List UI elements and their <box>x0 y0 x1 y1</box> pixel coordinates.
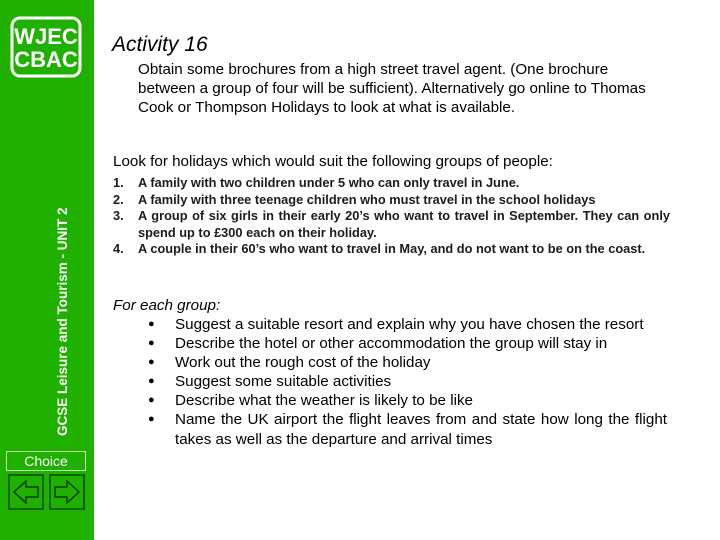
svg-text:WJEC: WJEC <box>14 24 78 49</box>
list-item <box>113 241 670 258</box>
list-text: A couple in their 60’s who want to travel in May, and do not want to be on the coast. <box>138 241 646 257</box>
list-text: Name the UK airport the flight leaves from and state how long the flight takes as well as the departure and arrival times <box>175 411 667 448</box>
groups-lead-text: Look for holidays which would suit the following groups of people: <box>113 153 553 170</box>
list-item <box>113 175 670 192</box>
next-button[interactable] <box>49 474 85 510</box>
list-text: Suggest some suitable activities <box>175 373 392 391</box>
list-item <box>113 208 670 241</box>
list-item <box>145 315 667 334</box>
for-each-group-heading: For each group: <box>113 297 221 314</box>
list-text: Describe the hotel or other accommodation the group will stay in <box>175 335 608 353</box>
unit-title-vertical: GCSE Leisure and Tourism - UNIT 2 <box>55 207 70 436</box>
list-number: 1. <box>113 175 124 190</box>
wjec-cbac-logo <box>10 16 82 78</box>
list-text: Work out the rough cost of the holiday <box>175 354 431 372</box>
list-item <box>145 334 667 353</box>
bullet-icon: ● <box>148 413 155 426</box>
previous-button[interactable] <box>8 474 44 510</box>
choice-button[interactable]: Choice <box>6 451 86 471</box>
list-item <box>145 391 667 410</box>
arrow-left-icon <box>10 476 42 508</box>
tasks-list <box>145 315 667 449</box>
bullet-icon: ● <box>148 356 155 369</box>
list-item <box>145 372 667 391</box>
list-text: A group of six girls in their early 20’s who want to travel in September. They can only spend up to £300 each on their holiday. <box>138 208 670 240</box>
groups-list <box>113 175 670 258</box>
svg-text:CBAC: CBAC <box>14 47 78 72</box>
list-item <box>145 353 667 372</box>
list-text: Describe what the weather is likely to be like <box>175 392 473 410</box>
sidebar <box>0 0 94 540</box>
bullet-icon: ● <box>148 318 155 330</box>
list-number: 2. <box>113 191 124 207</box>
list-text: Suggest a suitable resort and explain why you have chosen the resort <box>175 316 644 333</box>
list-text: A family with two children under 5 who can only travel in June. <box>138 175 520 190</box>
list-item <box>113 192 670 209</box>
page-title: Activity 16 <box>112 33 208 56</box>
list-item <box>145 410 667 448</box>
bullet-icon: ● <box>148 375 155 388</box>
list-number: 4. <box>113 241 124 257</box>
list-text: A family with three teenage children who must travel in the school holidays <box>138 191 596 207</box>
list-number: 3. <box>113 208 124 224</box>
arrow-right-icon <box>51 476 83 508</box>
bullet-icon: ● <box>148 394 155 407</box>
bullet-icon: ● <box>148 337 155 350</box>
intro-paragraph: Obtain some brochures from a high street travel agent. (One brochure between a group of four will be sufficient). Alternatively go online to Thomas Cook or Thompson Holidays to look at what is available. <box>138 61 646 116</box>
